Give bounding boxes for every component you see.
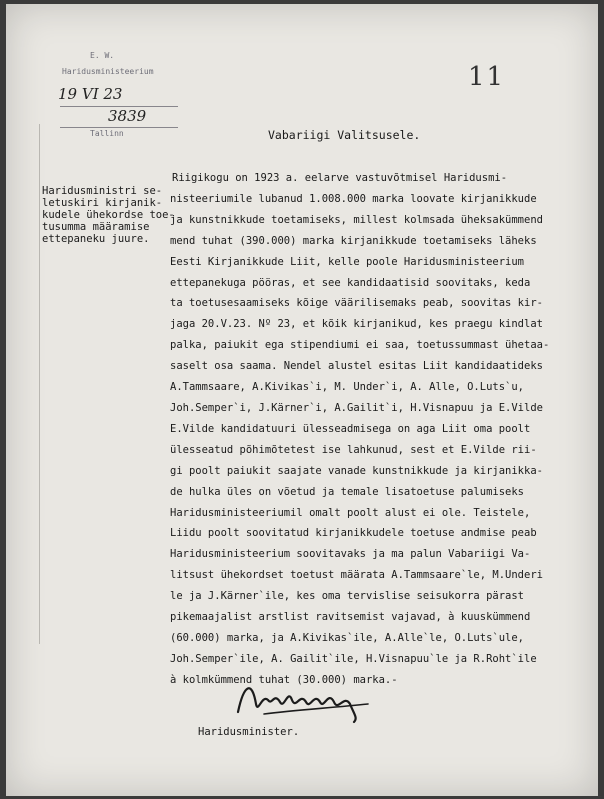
body-line: A.Tammsaare, A.Kivikas`i, M. Under`i, A. Alle, O.Luts`u, [170,381,525,394]
body-line: ja kunstnikkude toetamiseks, millest kolmsada üheksakümmend [170,213,543,226]
body-line: ülesseatud põhimõtetest ise lahkunud, sest et E.Vilde rii- [170,443,537,456]
body-line: ta toetusesaamiseks kõige väärilisemaks peab, soovitas kir- [170,297,543,310]
registration-stamp [60,48,180,148]
handwritten-signature [234,674,374,724]
body-line: Haridusministeeriumil omalt poolt alust ei ole. Teistele, [170,506,531,519]
stamp-date: 19 VI 23 [58,85,123,103]
margin-rule [39,124,40,644]
body-line: E.Vilde kandidatuuri ülesseadmisega on aga Liit oma poolt [170,422,531,435]
body-line: le ja J.Kärner`ile, kes oma tervislise seisukorra pärast [170,590,525,603]
body-line: Liidu poolt soovitatud kirjanikkudele toetuse andmise peab [170,527,537,540]
body-line: pikemaajalist arstlist ravitsemist vajavad, à kuuskümmend [170,611,531,624]
body-line: de hulka üles on võetud ja temale lisatoetuse palumiseks [170,485,525,498]
body-line: à kolmkümmend tuhat (30.000) marka.- [170,673,398,686]
addressee: Vabariigi Valitsusele. [268,128,421,142]
body-line: mend tuhat (390.000) marka kirjanikkude toetamiseks läheks [170,234,537,247]
body-line: Eesti Kirjanikkude Liit, kelle poole Haridusministeerium [170,255,525,268]
body-line: gi poolt paiukit saajate vanade kunstnikkude ja kirjanikka- [170,464,543,477]
body-line: Riigikogu on 1923 a. eelarve vastuvõtmisel Haridusmi- [172,172,508,184]
subject-line: letuskiri kirjanik- [42,197,163,209]
handwritten-page-mark: 11 [468,62,506,92]
body-line: nisteeriumile lubanud 1.008.000 marka loovate kirjanikkude [170,192,537,205]
body-line: saselt osa saama. Nendel alustel esitas Liit kandidaatideks [170,360,543,373]
subject-note [42,185,175,245]
body-line: litsust ühekordset toetust määrata A.Tammsaare`le, M.Underi [170,569,543,582]
body-line: palka, paiukit ega stipendiumi ei saa, toetussummast ühetaa- [170,339,550,352]
letter-body [170,168,600,691]
subject-line: ettepaneku juure. [42,233,150,245]
subject-line: kudele ühekordse toe- [42,209,175,221]
document-page [6,4,598,796]
stamp-number-rule [60,127,178,128]
body-line: (60.000) marka, ja A.Kivikas`ile, A.Alle`le, O.Luts`ule, [170,631,525,644]
signer-title: Haridusminister. [198,726,300,738]
body-line: ettepanekuga pööras, et see kandidaatisid soovitaks, keda [170,276,531,289]
body-line: Haridusministeerium soovitavaks ja ma palun Vabariigi Va- [170,548,531,561]
body-line: Joh.Semper`i, J.Kärner`i, A.Gailit`i, H.Visnapuu ja E.Vilde [170,401,543,414]
stamp-number: 3839 [108,107,147,125]
subject-line: Haridusministri se- [42,185,163,197]
stamp-place: Tallinn [90,129,124,138]
body-line: jaga 20.V.23. Nº 23, et kõik kirjanikud, kes praegu kindlat [170,318,543,331]
subject-line: tusumma määramise [42,221,150,233]
body-line: Joh.Semper`ile, A. Gailit`ile, H.Visnapuu`le ja R.Roht`ile [170,652,537,665]
stamp-ministry-text: Haridusministeerium [62,67,154,76]
stamp-emblem-text: E. W. [90,51,115,60]
